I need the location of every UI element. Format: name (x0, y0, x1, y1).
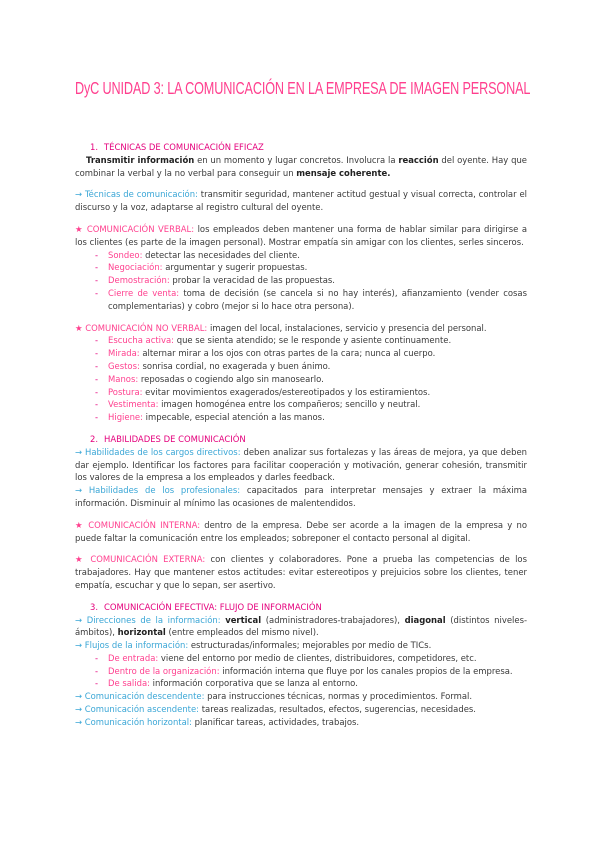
paragraph-profesionales: → Habilidades de los profesionales: capacitados para interpretar mensajes y extraer la máxima información. Disminuir al mínimo las ocasiones de malentendidos. (75, 485, 528, 508)
paragraph-externa: ★ COMUNICACIÓN EXTERNA: con clientes y colaboradores. Pone a prueba las competencias de los trabajadores. Hay que mantener estos actitudes: evitar estereotipos y prejuicios sobre los clientes, tener empatía, escuchar y que lo sepan, ser asertivo. (75, 554, 527, 590)
paragraph-directivos: → Habilidades de los cargos directivos: deben analizar sus fortalezas y las áreas de mejora, ya que deben dar ejemplo. Identificar los factores para facilitar cooperación y motivación, generar cohesión, transmitir los valores de la empresa a los empleados y darles feedback. (75, 446, 527, 483)
list-item: - Higiene: impecable, especial atención a las manos. (95, 411, 527, 424)
paragraph-ascendente: → Comunicación ascendente: tareas realizadas, resultados, efectos, sugerencias, necesidades. (75, 704, 476, 715)
paragraph-direcciones: → Direcciones de la información: vertical (administradores-trabajadores), diagonal (distintos niveles-ámbitos), horizontal (entre empleados del mismo nivel). (75, 614, 528, 638)
paragraph-noverbal: ★ COMUNICACIÓN NO VERBAL: imagen del local, instalaciones, servicio y presencia del personal. (75, 322, 487, 333)
paragraph-transmitir: Transmitir información en un momento y lugar concretos. Involucra la reacción del oyente. Hay que combinar la verbal y la no verbal para conseguir un mensaje coherente. (75, 154, 527, 178)
paragraph-interna: ★ COMUNICACIÓN INTERNA: dentro de la empresa. Debe ser acorde a la imagen de la empresa y no puede faltar la comunicación entre los empleados; sobreponer el contacto personal al digital. (75, 519, 527, 543)
list-item: - Postura: evitar movimientos exagerados/estereotipados y los estiramientos. (95, 386, 527, 399)
list-item: - Gestos: sonrisa cordial, no exagerada y buen ánimo. (95, 360, 527, 373)
flujos-list (75, 652, 527, 690)
noverbal-list (75, 334, 527, 424)
list-item: - Dentro de la organización: información interna que fluye por los canales propios de la empresa. (95, 665, 527, 678)
list-item: - Escucha activa: que se sienta atendido; se le responde y asiente continuamente. (95, 334, 527, 347)
list-item: - Manos: reposadas o cogiendo algo sin manosearlo. (95, 373, 527, 386)
list-item: - Sondeo: detectar las necesidades del cliente. (95, 249, 527, 262)
section-heading-3: 3. COMUNICACIÓN EFECTIVA: FLUJO DE INFORMACIÓN (90, 601, 322, 612)
list-item: - Negociación: argumentar y sugerir propuestas. (95, 261, 527, 274)
paragraph-horizontal: → Comunicación horizontal: planificar tareas, actividades, trabajos. (75, 716, 360, 727)
list-item: - Mirada: alternar mirar a los ojos con otras partes de la cara; nunca al cuerpo. (95, 347, 527, 360)
page-title: DyC UNIDAD 3: LA COMUNICACIÓN EN LA EMPRESA DE IMAGEN PERSONAL (75, 78, 531, 98)
paragraph-verbal: ★ COMUNICACIÓN VERBAL: los empleados deben mantener una forma de hablar similar para dirigirse a los clientes (es parte de la imagen personal). Mostrar empatía sin amigar con los clientes, serles sinceros. (75, 223, 527, 247)
document-body (75, 141, 527, 729)
list-item: - Vestimenta: imagen homogénea entre los compañeros; sencillo y neutral. (95, 398, 527, 411)
paragraph-tecnicas: → Técnicas de comunicación: transmitir seguridad, mantener actitud gestual y visual correcta, controlar el discurso y la voz, adaptarse al registro cultural del oyente. (75, 189, 527, 213)
verbal-list (75, 249, 527, 313)
list-item: - Cierre de venta: toma de decisión (se cancela si no hay interés), afianzamiento (vender cosas complementarias) y cobro (mejor si lo hace otra persona). (95, 287, 527, 313)
section-heading-2: 2. HABILIDADES DE COMUNICACIÓN (90, 433, 246, 444)
list-item: - Demostración: probar la veracidad de las propuestas. (95, 274, 527, 287)
paragraph-flujos: → Flujos de la información: estructuradas/informales; mejorables por medio de TICs. (75, 640, 432, 651)
list-item: - De entrada: viene del entorno por medio de clientes, distribuidores, competidores, etc. (95, 652, 527, 665)
list-item: - De salida: información corporativa que se lanza al entorno. (95, 677, 527, 690)
paragraph-descendente: → Comunicación descendente: para instrucciones técnicas, normas y procedimientos. Formal. (75, 691, 473, 702)
section-heading-1: 1. TÉCNICAS DE COMUNICACIÓN EFICAZ (90, 142, 264, 152)
